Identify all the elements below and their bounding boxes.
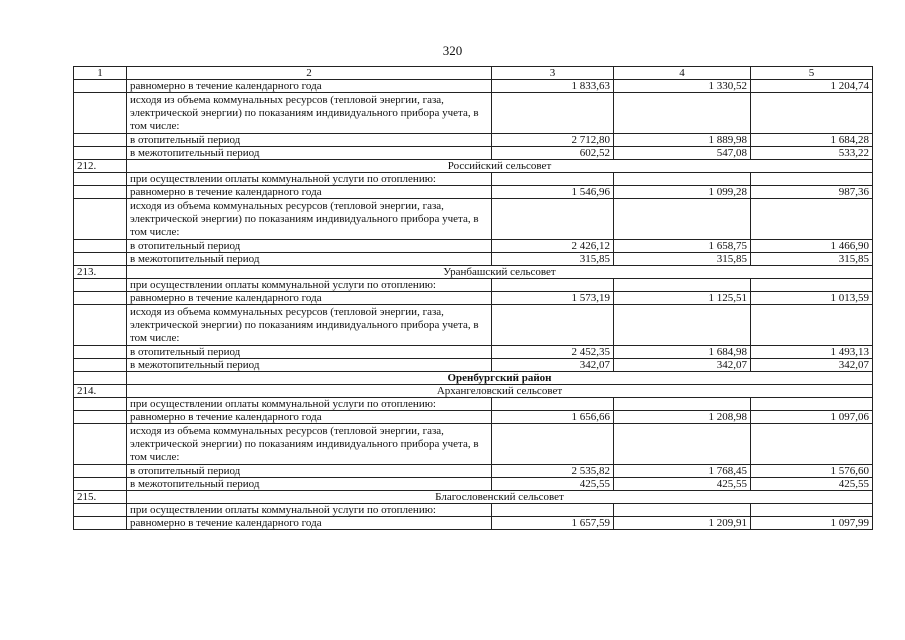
- value-col3: 1 573,19: [492, 292, 614, 305]
- row-description: в отопительный период: [127, 134, 492, 147]
- value-col4: [614, 173, 751, 186]
- column-header: 2: [127, 67, 492, 80]
- table-row: [74, 305, 873, 346]
- row-description: в межотопительный период: [127, 478, 492, 491]
- row-description: в отопительный период: [127, 465, 492, 478]
- value-col5: 1 684,28: [751, 134, 873, 147]
- table-row: [74, 517, 873, 530]
- table-row: [74, 359, 873, 372]
- table-header-row: [74, 67, 873, 80]
- value-col3: 2 452,35: [492, 346, 614, 359]
- row-number: [74, 240, 127, 253]
- value-col3: 602,52: [492, 147, 614, 160]
- row-description: в отопительный период: [127, 240, 492, 253]
- column-header: 1: [74, 67, 127, 80]
- row-number: [74, 134, 127, 147]
- table-row: [74, 398, 873, 411]
- row-number: [74, 305, 127, 346]
- page-number: 320: [442, 43, 463, 58]
- row-number: [74, 478, 127, 491]
- value-col4: [614, 305, 751, 346]
- row-number: 215.: [74, 491, 127, 504]
- row-description: при осуществлении оплаты коммунальной услуги по отоплению:: [127, 398, 492, 411]
- value-col5: 987,36: [751, 186, 873, 199]
- district-row: [74, 372, 873, 385]
- value-col5: [751, 199, 873, 240]
- table-row: [74, 199, 873, 240]
- table-row: [74, 411, 873, 424]
- row-description: равномерно в течение календарного года: [127, 411, 492, 424]
- value-col4: 1 125,51: [614, 292, 751, 305]
- row-description: в межотопительный период: [127, 253, 492, 266]
- value-col5: 315,85: [751, 253, 873, 266]
- value-col3: 1 656,66: [492, 411, 614, 424]
- row-description: исходя из объема коммунальных ресурсов (тепловой энергии, газа, электрической энергии) по показаниям индивидуального прибора учета, в том числе:: [127, 305, 492, 346]
- value-col4: 1 684,98: [614, 346, 751, 359]
- row-number: 213.: [74, 266, 127, 279]
- table-row: [74, 173, 873, 186]
- row-description: равномерно в течение календарного года: [127, 517, 492, 530]
- section-row: [74, 160, 873, 173]
- row-description: исходя из объема коммунальных ресурсов (тепловой энергии, газа, электрической энергии) по показаниям индивидуального прибора учета, в том числе:: [127, 424, 492, 465]
- value-col4: 1 209,91: [614, 517, 751, 530]
- row-number: [74, 93, 127, 134]
- value-col4: 1 658,75: [614, 240, 751, 253]
- table-row: [74, 346, 873, 359]
- row-description: равномерно в течение календарного года: [127, 80, 492, 93]
- table-row: [74, 186, 873, 199]
- row-description: равномерно в течение календарного года: [127, 186, 492, 199]
- column-header: 5: [751, 67, 873, 80]
- row-number: [74, 173, 127, 186]
- value-col5: [751, 424, 873, 465]
- value-col5: [751, 305, 873, 346]
- value-col3: [492, 305, 614, 346]
- value-col5: 342,07: [751, 359, 873, 372]
- row-description: при осуществлении оплаты коммунальной услуги по отоплению:: [127, 504, 492, 517]
- row-description: исходя из объема коммунальных ресурсов (тепловой энергии, газа, электрической энергии) по показаниям индивидуального прибора учета, в том числе:: [127, 93, 492, 134]
- value-col5: 1 576,60: [751, 465, 873, 478]
- row-number: [74, 346, 127, 359]
- value-col3: [492, 93, 614, 134]
- section-row: [74, 491, 873, 504]
- value-col5: 1 097,99: [751, 517, 873, 530]
- row-description: в отопительный период: [127, 346, 492, 359]
- value-col3: 342,07: [492, 359, 614, 372]
- row-number: [74, 504, 127, 517]
- row-number: [74, 80, 127, 93]
- value-col5: [751, 279, 873, 292]
- value-col4: 1 208,98: [614, 411, 751, 424]
- value-col3: 1 833,63: [492, 80, 614, 93]
- column-header: 4: [614, 67, 751, 80]
- value-col3: 2 535,82: [492, 465, 614, 478]
- value-col5: 533,22: [751, 147, 873, 160]
- row-number: [74, 372, 127, 385]
- value-col3: [492, 279, 614, 292]
- row-number: [74, 517, 127, 530]
- value-col3: 2 426,12: [492, 240, 614, 253]
- value-col5: 425,55: [751, 478, 873, 491]
- row-number: 214.: [74, 385, 127, 398]
- value-col4: 315,85: [614, 253, 751, 266]
- row-description: при осуществлении оплаты коммунальной услуги по отоплению:: [127, 173, 492, 186]
- row-number: [74, 398, 127, 411]
- value-col3: 1 546,96: [492, 186, 614, 199]
- row-number: [74, 147, 127, 160]
- district-title: Оренбургский район: [127, 372, 873, 385]
- section-row: [74, 266, 873, 279]
- row-number: [74, 424, 127, 465]
- value-col4: [614, 398, 751, 411]
- row-description: равномерно в течение календарного года: [127, 292, 492, 305]
- value-col4: [614, 93, 751, 134]
- value-col5: 1 493,13: [751, 346, 873, 359]
- value-col5: [751, 398, 873, 411]
- section-title: Архангеловский сельсовет: [127, 385, 873, 398]
- table-row: [74, 504, 873, 517]
- tariff-table: [73, 66, 873, 530]
- value-col4: [614, 199, 751, 240]
- value-col5: 1 097,06: [751, 411, 873, 424]
- column-header: 3: [492, 67, 614, 80]
- table-row: [74, 240, 873, 253]
- row-description: при осуществлении оплаты коммунальной услуги по отоплению:: [127, 279, 492, 292]
- table-row: [74, 80, 873, 93]
- value-col5: [751, 504, 873, 517]
- value-col4: 547,08: [614, 147, 751, 160]
- value-col3: [492, 504, 614, 517]
- table-row: [74, 253, 873, 266]
- value-col3: 1 657,59: [492, 517, 614, 530]
- table-row: [74, 279, 873, 292]
- value-col4: [614, 279, 751, 292]
- table-row: [74, 147, 873, 160]
- section-row: [74, 385, 873, 398]
- value-col3: 315,85: [492, 253, 614, 266]
- row-number: [74, 292, 127, 305]
- table-row: [74, 134, 873, 147]
- section-title: Уранбашский сельсовет: [127, 266, 873, 279]
- row-number: [74, 199, 127, 240]
- value-col4: 1 099,28: [614, 186, 751, 199]
- value-col3: [492, 173, 614, 186]
- value-col5: 1 013,59: [751, 292, 873, 305]
- table-row: [74, 424, 873, 465]
- table-row: [74, 465, 873, 478]
- row-number: [74, 359, 127, 372]
- value-col3: [492, 199, 614, 240]
- table-row: [74, 478, 873, 491]
- table-row: [74, 292, 873, 305]
- value-col5: [751, 93, 873, 134]
- section-title: Российский сельсовет: [127, 160, 873, 173]
- value-col4: 425,55: [614, 478, 751, 491]
- value-col5: 1 204,74: [751, 80, 873, 93]
- value-col5: [751, 173, 873, 186]
- row-number: 212.: [74, 160, 127, 173]
- table-row: [74, 93, 873, 134]
- row-number: [74, 465, 127, 478]
- value-col4: 342,07: [614, 359, 751, 372]
- value-col4: 1 768,45: [614, 465, 751, 478]
- value-col5: 1 466,90: [751, 240, 873, 253]
- row-number: [74, 411, 127, 424]
- value-col3: 2 712,80: [492, 134, 614, 147]
- row-description: исходя из объема коммунальных ресурсов (тепловой энергии, газа, электрической энергии) по показаниям индивидуального прибора учета, в том числе:: [127, 199, 492, 240]
- value-col3: [492, 424, 614, 465]
- value-col4: [614, 504, 751, 517]
- section-title: Благословенский сельсовет: [127, 491, 873, 504]
- row-number: [74, 253, 127, 266]
- value-col3: [492, 398, 614, 411]
- row-number: [74, 279, 127, 292]
- value-col4: 1 889,98: [614, 134, 751, 147]
- value-col4: 1 330,52: [614, 80, 751, 93]
- value-col4: [614, 424, 751, 465]
- row-description: в межотопительный период: [127, 147, 492, 160]
- row-description: в межотопительный период: [127, 359, 492, 372]
- value-col3: 425,55: [492, 478, 614, 491]
- row-number: [74, 186, 127, 199]
